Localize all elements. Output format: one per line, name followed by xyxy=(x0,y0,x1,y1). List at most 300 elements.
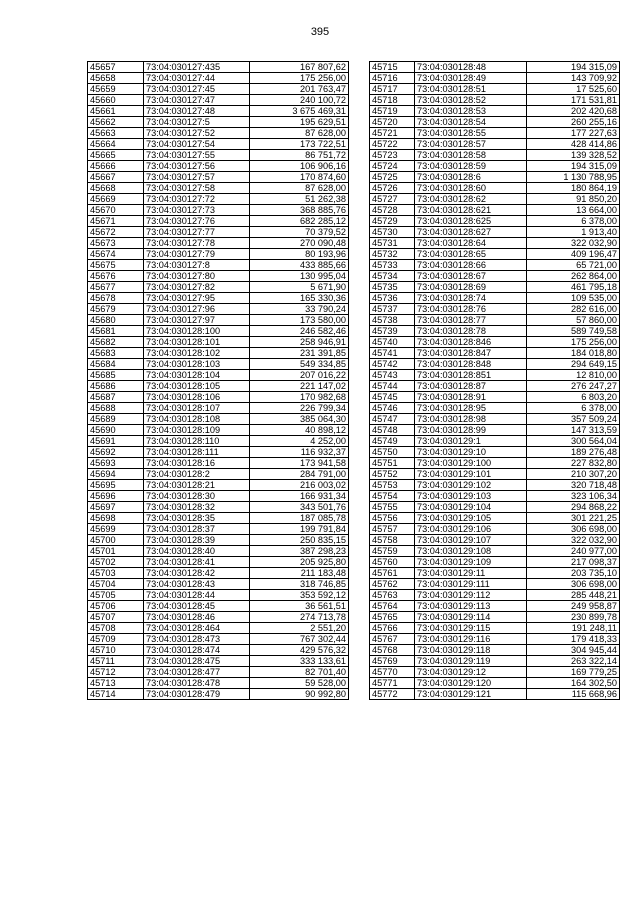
row-number-cell: 45742 xyxy=(370,359,415,370)
value-cell: 203 735,10 xyxy=(527,568,620,579)
row-number-cell: 45767 xyxy=(370,634,415,645)
cadastral-number-cell: 73:04:030128:59 xyxy=(415,161,527,172)
value-cell: 274 713,78 xyxy=(250,612,349,623)
row-number-cell: 45695 xyxy=(88,480,144,491)
value-cell: 227 832,80 xyxy=(527,458,620,469)
row-number-cell: 45728 xyxy=(370,205,415,216)
table-row xyxy=(370,469,620,480)
cadastral-number-cell: 73:04:030127:5 xyxy=(144,117,250,128)
table-row xyxy=(88,106,349,117)
row-number-cell: 45759 xyxy=(370,546,415,557)
cadastral-number-cell: 73:04:030129:115 xyxy=(415,623,527,634)
value-cell: 199 791,84 xyxy=(250,524,349,535)
value-cell: 180 864,19 xyxy=(527,183,620,194)
page-number: 395 xyxy=(310,26,330,38)
cadastral-number-cell: 73:04:030127:48 xyxy=(144,106,250,117)
table-row xyxy=(370,502,620,513)
cadastral-number-cell: 73:04:030128:77 xyxy=(415,315,527,326)
row-number-cell: 45721 xyxy=(370,128,415,139)
table-row xyxy=(88,172,349,183)
table-row xyxy=(88,678,349,689)
row-number-cell: 45670 xyxy=(88,205,144,216)
value-cell: 304 945,44 xyxy=(527,645,620,656)
value-cell: 109 535,00 xyxy=(527,293,620,304)
row-number-cell: 45762 xyxy=(370,579,415,590)
table-row xyxy=(370,326,620,337)
row-number-cell: 45702 xyxy=(88,557,144,568)
value-cell: 164 302,50 xyxy=(527,678,620,689)
row-number-cell: 45724 xyxy=(370,161,415,172)
row-number-cell: 45729 xyxy=(370,216,415,227)
value-cell: 1 130 788,95 xyxy=(527,172,620,183)
value-cell: 385 064,30 xyxy=(250,414,349,425)
value-cell: 177 227,63 xyxy=(527,128,620,139)
row-number-cell: 45686 xyxy=(88,381,144,392)
row-number-cell: 45741 xyxy=(370,348,415,359)
table-row xyxy=(370,150,620,161)
right-cadastral-table xyxy=(369,61,620,700)
cadastral-number-cell: 73:04:030128:87 xyxy=(415,381,527,392)
row-number-cell: 45736 xyxy=(370,293,415,304)
value-cell: 306 698,00 xyxy=(527,524,620,535)
cadastral-number-cell: 73:04:030128:57 xyxy=(415,139,527,150)
table-row xyxy=(88,150,349,161)
value-cell: 387 298,23 xyxy=(250,546,349,557)
table-row xyxy=(370,359,620,370)
value-cell: 263 322,14 xyxy=(527,656,620,667)
cadastral-number-cell: 73:04:030127:52 xyxy=(144,128,250,139)
value-cell: 322 032,90 xyxy=(527,238,620,249)
cadastral-number-cell: 73:04:030129:106 xyxy=(415,524,527,535)
row-number-cell: 45740 xyxy=(370,337,415,348)
cadastral-number-cell: 73:04:030129:12 xyxy=(415,667,527,678)
value-cell: 195 629,51 xyxy=(250,117,349,128)
row-number-cell: 45671 xyxy=(88,216,144,227)
cadastral-number-cell: 73:04:030129:104 xyxy=(415,502,527,513)
cadastral-number-cell: 73:04:030127:73 xyxy=(144,205,250,216)
cadastral-number-cell: 73:04:030129:114 xyxy=(415,612,527,623)
table-row xyxy=(88,128,349,139)
row-number-cell: 45660 xyxy=(88,95,144,106)
cadastral-number-cell: 73:04:030128:43 xyxy=(144,579,250,590)
row-number-cell: 45752 xyxy=(370,469,415,480)
table-row xyxy=(370,568,620,579)
row-number-cell: 45749 xyxy=(370,436,415,447)
value-cell: 221 147,02 xyxy=(250,381,349,392)
value-cell: 246 582,46 xyxy=(250,326,349,337)
row-number-cell: 45687 xyxy=(88,392,144,403)
value-cell: 167 807,62 xyxy=(250,62,349,73)
cadastral-number-cell: 73:04:030128:58 xyxy=(415,150,527,161)
row-number-cell: 45711 xyxy=(88,656,144,667)
cadastral-number-cell: 73:04:030128:66 xyxy=(415,260,527,271)
row-number-cell: 45750 xyxy=(370,447,415,458)
value-cell: 226 799,34 xyxy=(250,403,349,414)
value-cell: 202 420,68 xyxy=(527,106,620,117)
cadastral-number-cell: 73:04:030128:6 xyxy=(415,172,527,183)
value-cell: 428 414,86 xyxy=(527,139,620,150)
cadastral-number-cell: 73:04:030129:113 xyxy=(415,601,527,612)
cadastral-number-cell: 73:04:030128:60 xyxy=(415,183,527,194)
row-number-cell: 45697 xyxy=(88,502,144,513)
row-number-cell: 45722 xyxy=(370,139,415,150)
cadastral-number-cell: 73:04:030128:100 xyxy=(144,326,250,337)
value-cell: 300 564,04 xyxy=(527,436,620,447)
cadastral-number-cell: 73:04:030128:109 xyxy=(144,425,250,436)
value-cell: 294 868,22 xyxy=(527,502,620,513)
row-number-cell: 45708 xyxy=(88,623,144,634)
table-row xyxy=(88,315,349,326)
table-row xyxy=(370,106,620,117)
value-cell: 80 193,96 xyxy=(250,249,349,260)
cadastral-number-cell: 73:04:030127:97 xyxy=(144,315,250,326)
value-cell: 353 592,12 xyxy=(250,590,349,601)
row-number-cell: 45737 xyxy=(370,304,415,315)
cadastral-number-cell: 73:04:030128:51 xyxy=(415,84,527,95)
row-number-cell: 45680 xyxy=(88,315,144,326)
row-number-cell: 45703 xyxy=(88,568,144,579)
value-cell: 175 256,00 xyxy=(250,73,349,84)
value-cell: 175 256,00 xyxy=(527,337,620,348)
table-row xyxy=(370,260,620,271)
row-number-cell: 45658 xyxy=(88,73,144,84)
cadastral-number-cell: 73:04:030128:42 xyxy=(144,568,250,579)
table-row xyxy=(88,634,349,645)
cadastral-number-cell: 73:04:030129:103 xyxy=(415,491,527,502)
cadastral-number-cell: 73:04:030129:107 xyxy=(415,535,527,546)
cadastral-number-cell: 73:04:030127:76 xyxy=(144,216,250,227)
row-number-cell: 45663 xyxy=(88,128,144,139)
value-cell: 106 906,16 xyxy=(250,161,349,172)
table-row xyxy=(370,678,620,689)
row-number-cell: 45717 xyxy=(370,84,415,95)
value-cell: 115 668,96 xyxy=(527,689,620,700)
cadastral-number-cell: 73:04:030128:52 xyxy=(415,95,527,106)
cadastral-number-cell: 73:04:030127:82 xyxy=(144,282,250,293)
table-row xyxy=(370,238,620,249)
table-row xyxy=(88,227,349,238)
value-cell: 170 874,60 xyxy=(250,172,349,183)
table-row xyxy=(370,227,620,238)
cadastral-number-cell: 73:04:030128:41 xyxy=(144,557,250,568)
cadastral-number-cell: 73:04:030128:55 xyxy=(415,128,527,139)
cadastral-number-cell: 73:04:030128:2 xyxy=(144,469,250,480)
table-row xyxy=(370,304,620,315)
value-cell: 282 616,00 xyxy=(527,304,620,315)
row-number-cell: 45696 xyxy=(88,491,144,502)
cadastral-number-cell: 73:04:030127:78 xyxy=(144,238,250,249)
cadastral-number-cell: 73:04:030127:8 xyxy=(144,260,250,271)
cadastral-number-cell: 73:04:030128:98 xyxy=(415,414,527,425)
cadastral-number-cell: 73:04:030128:35 xyxy=(144,513,250,524)
table-row xyxy=(88,304,349,315)
value-cell: 36 561,51 xyxy=(250,601,349,612)
value-cell: 173 722,51 xyxy=(250,139,349,150)
cadastral-number-cell: 73:04:030129:101 xyxy=(415,469,527,480)
cadastral-number-cell: 73:04:030128:37 xyxy=(144,524,250,535)
cadastral-number-cell: 73:04:030128:108 xyxy=(144,414,250,425)
row-number-cell: 45726 xyxy=(370,183,415,194)
table-row xyxy=(88,403,349,414)
table-row xyxy=(370,337,620,348)
table-row xyxy=(370,623,620,634)
value-cell: 184 018,80 xyxy=(527,348,620,359)
table-row xyxy=(88,513,349,524)
cadastral-number-cell: 73:04:030128:474 xyxy=(144,645,250,656)
row-number-cell: 45684 xyxy=(88,359,144,370)
cadastral-number-cell: 73:04:030127:58 xyxy=(144,183,250,194)
table-row xyxy=(370,95,620,106)
cadastral-number-cell: 73:04:030128:477 xyxy=(144,667,250,678)
table-row xyxy=(370,271,620,282)
value-cell: 276 247,27 xyxy=(527,381,620,392)
row-number-cell: 45682 xyxy=(88,337,144,348)
table-row xyxy=(370,436,620,447)
row-number-cell: 45693 xyxy=(88,458,144,469)
table-row xyxy=(370,447,620,458)
cadastral-number-cell: 73:04:030128:78 xyxy=(415,326,527,337)
cadastral-number-cell: 73:04:030128:21 xyxy=(144,480,250,491)
table-row xyxy=(370,249,620,260)
cadastral-number-cell: 73:04:030128:479 xyxy=(144,689,250,700)
table-row xyxy=(88,216,349,227)
table-row xyxy=(88,579,349,590)
table-row xyxy=(370,282,620,293)
table-row xyxy=(88,139,349,150)
row-number-cell: 45754 xyxy=(370,491,415,502)
row-number-cell: 45731 xyxy=(370,238,415,249)
row-number-cell: 45715 xyxy=(370,62,415,73)
table-row xyxy=(88,205,349,216)
table-row xyxy=(88,73,349,84)
row-number-cell: 45665 xyxy=(88,150,144,161)
cadastral-number-cell: 73:04:030129:112 xyxy=(415,590,527,601)
table-row xyxy=(370,161,620,172)
row-number-cell: 45679 xyxy=(88,304,144,315)
cadastral-number-cell: 73:04:030128:39 xyxy=(144,535,250,546)
value-cell: 258 946,91 xyxy=(250,337,349,348)
table-row xyxy=(370,205,620,216)
cadastral-number-cell: 73:04:030128:848 xyxy=(415,359,527,370)
value-cell: 194 315,09 xyxy=(527,62,620,73)
table-row xyxy=(370,403,620,414)
table-row xyxy=(370,612,620,623)
table-row xyxy=(88,656,349,667)
cadastral-number-cell: 73:04:030128:46 xyxy=(144,612,250,623)
table-row xyxy=(370,139,620,150)
row-number-cell: 45738 xyxy=(370,315,415,326)
row-number-cell: 45760 xyxy=(370,557,415,568)
table-row xyxy=(370,172,620,183)
table-row xyxy=(370,194,620,205)
cadastral-number-cell: 73:04:030128:107 xyxy=(144,403,250,414)
row-number-cell: 45674 xyxy=(88,249,144,260)
value-cell: 201 763,47 xyxy=(250,84,349,95)
row-number-cell: 45764 xyxy=(370,601,415,612)
value-cell: 191 248,11 xyxy=(527,623,620,634)
row-number-cell: 45699 xyxy=(88,524,144,535)
value-cell: 65 721,00 xyxy=(527,260,620,271)
cadastral-number-cell: 73:04:030128:111 xyxy=(144,447,250,458)
value-cell: 301 221,25 xyxy=(527,513,620,524)
row-number-cell: 45669 xyxy=(88,194,144,205)
row-number-cell: 45688 xyxy=(88,403,144,414)
table-row xyxy=(88,238,349,249)
cadastral-number-cell: 73:04:030128:32 xyxy=(144,502,250,513)
value-cell: 461 795,18 xyxy=(527,282,620,293)
value-cell: 139 328,52 xyxy=(527,150,620,161)
value-cell: 166 931,34 xyxy=(250,491,349,502)
cadastral-number-cell: 73:04:030127:57 xyxy=(144,172,250,183)
table-row xyxy=(88,623,349,634)
cadastral-number-cell: 73:04:030128:91 xyxy=(415,392,527,403)
row-number-cell: 45755 xyxy=(370,502,415,513)
value-cell: 429 576,32 xyxy=(250,645,349,656)
row-number-cell: 45757 xyxy=(370,524,415,535)
value-cell: 285 448,21 xyxy=(527,590,620,601)
cadastral-number-cell: 73:04:030128:621 xyxy=(415,205,527,216)
row-number-cell: 45763 xyxy=(370,590,415,601)
cadastral-number-cell: 73:04:030129:121 xyxy=(415,689,527,700)
table-row xyxy=(370,425,620,436)
row-number-cell: 45743 xyxy=(370,370,415,381)
row-number-cell: 45675 xyxy=(88,260,144,271)
table-row xyxy=(370,370,620,381)
value-cell: 87 628,00 xyxy=(250,183,349,194)
cadastral-number-cell: 73:04:030128:104 xyxy=(144,370,250,381)
value-cell: 90 992,80 xyxy=(250,689,349,700)
row-number-cell: 45710 xyxy=(88,645,144,656)
table-row xyxy=(88,469,349,480)
row-number-cell: 45657 xyxy=(88,62,144,73)
value-cell: 187 085,78 xyxy=(250,513,349,524)
value-cell: 59 528,00 xyxy=(250,678,349,689)
table-row xyxy=(88,480,349,491)
table-row xyxy=(88,436,349,447)
value-cell: 767 302,44 xyxy=(250,634,349,645)
cadastral-number-cell: 73:04:030128:76 xyxy=(415,304,527,315)
value-cell: 205 925,80 xyxy=(250,557,349,568)
value-cell: 323 106,34 xyxy=(527,491,620,502)
value-cell: 1 913,40 xyxy=(527,227,620,238)
row-number-cell: 45666 xyxy=(88,161,144,172)
table-row xyxy=(370,414,620,425)
cadastral-number-cell: 73:04:030129:119 xyxy=(415,656,527,667)
value-cell: 91 850,20 xyxy=(527,194,620,205)
left-cadastral-table xyxy=(87,61,349,700)
table-row xyxy=(370,634,620,645)
cadastral-number-cell: 73:04:030128:67 xyxy=(415,271,527,282)
value-cell: 217 098,37 xyxy=(527,557,620,568)
row-number-cell: 45691 xyxy=(88,436,144,447)
value-cell: 4 252,00 xyxy=(250,436,349,447)
row-number-cell: 45668 xyxy=(88,183,144,194)
cadastral-number-cell: 73:04:030127:80 xyxy=(144,271,250,282)
cadastral-number-cell: 73:04:030128:464 xyxy=(144,623,250,634)
table-row xyxy=(88,502,349,513)
value-cell: 320 718,48 xyxy=(527,480,620,491)
row-number-cell: 45719 xyxy=(370,106,415,117)
table-row xyxy=(370,645,620,656)
row-number-cell: 45723 xyxy=(370,150,415,161)
row-number-cell: 45765 xyxy=(370,612,415,623)
table-row xyxy=(88,117,349,128)
value-cell: 270 090,48 xyxy=(250,238,349,249)
value-cell: 322 032,90 xyxy=(527,535,620,546)
value-cell: 409 196,47 xyxy=(527,249,620,260)
table-row xyxy=(370,128,620,139)
value-cell: 306 698,00 xyxy=(527,579,620,590)
cadastral-number-cell: 73:04:030128:74 xyxy=(415,293,527,304)
cadastral-number-cell: 73:04:030129:116 xyxy=(415,634,527,645)
cadastral-number-cell: 73:04:030128:65 xyxy=(415,249,527,260)
value-cell: 87 628,00 xyxy=(250,128,349,139)
table-row xyxy=(370,73,620,84)
table-row xyxy=(370,62,620,73)
row-number-cell: 45758 xyxy=(370,535,415,546)
row-number-cell: 45716 xyxy=(370,73,415,84)
row-number-cell: 45685 xyxy=(88,370,144,381)
value-cell: 179 418,33 xyxy=(527,634,620,645)
cadastral-number-cell: 73:04:030129:109 xyxy=(415,557,527,568)
row-number-cell: 45720 xyxy=(370,117,415,128)
value-cell: 240 100,72 xyxy=(250,95,349,106)
value-cell: 165 330,36 xyxy=(250,293,349,304)
table-row xyxy=(88,447,349,458)
table-row xyxy=(88,425,349,436)
value-cell: 249 958,87 xyxy=(527,601,620,612)
row-number-cell: 45744 xyxy=(370,381,415,392)
table-row xyxy=(88,667,349,678)
table-row xyxy=(88,95,349,106)
cadastral-number-cell: 73:04:030128:110 xyxy=(144,436,250,447)
table-row xyxy=(88,392,349,403)
row-number-cell: 45662 xyxy=(88,117,144,128)
value-cell: 262 864,00 xyxy=(527,271,620,282)
value-cell: 171 531,81 xyxy=(527,95,620,106)
row-number-cell: 45768 xyxy=(370,645,415,656)
table-row xyxy=(370,381,620,392)
cadastral-number-cell: 73:04:030127:96 xyxy=(144,304,250,315)
cadastral-number-cell: 73:04:030128:48 xyxy=(415,62,527,73)
value-cell: 231 391,85 xyxy=(250,348,349,359)
table-row xyxy=(370,535,620,546)
value-cell: 294 649,15 xyxy=(527,359,620,370)
table-row xyxy=(88,62,349,73)
row-number-cell: 45672 xyxy=(88,227,144,238)
table-row xyxy=(370,348,620,359)
row-number-cell: 45673 xyxy=(88,238,144,249)
value-cell: 6 803,20 xyxy=(527,392,620,403)
row-number-cell: 45681 xyxy=(88,326,144,337)
row-number-cell: 45753 xyxy=(370,480,415,491)
value-cell: 368 885,76 xyxy=(250,205,349,216)
value-cell: 173 580,00 xyxy=(250,315,349,326)
row-number-cell: 45747 xyxy=(370,414,415,425)
value-cell: 3 675 469,31 xyxy=(250,106,349,117)
cadastral-number-cell: 73:04:030128:847 xyxy=(415,348,527,359)
cadastral-number-cell: 73:04:030128:69 xyxy=(415,282,527,293)
cadastral-number-cell: 73:04:030127:435 xyxy=(144,62,250,73)
table-row xyxy=(88,370,349,381)
cadastral-number-cell: 73:04:030128:53 xyxy=(415,106,527,117)
row-number-cell: 45692 xyxy=(88,447,144,458)
row-number-cell: 45725 xyxy=(370,172,415,183)
value-cell: 6 378,00 xyxy=(527,403,620,414)
row-number-cell: 45707 xyxy=(88,612,144,623)
value-cell: 169 779,25 xyxy=(527,667,620,678)
value-cell: 5 671,90 xyxy=(250,282,349,293)
